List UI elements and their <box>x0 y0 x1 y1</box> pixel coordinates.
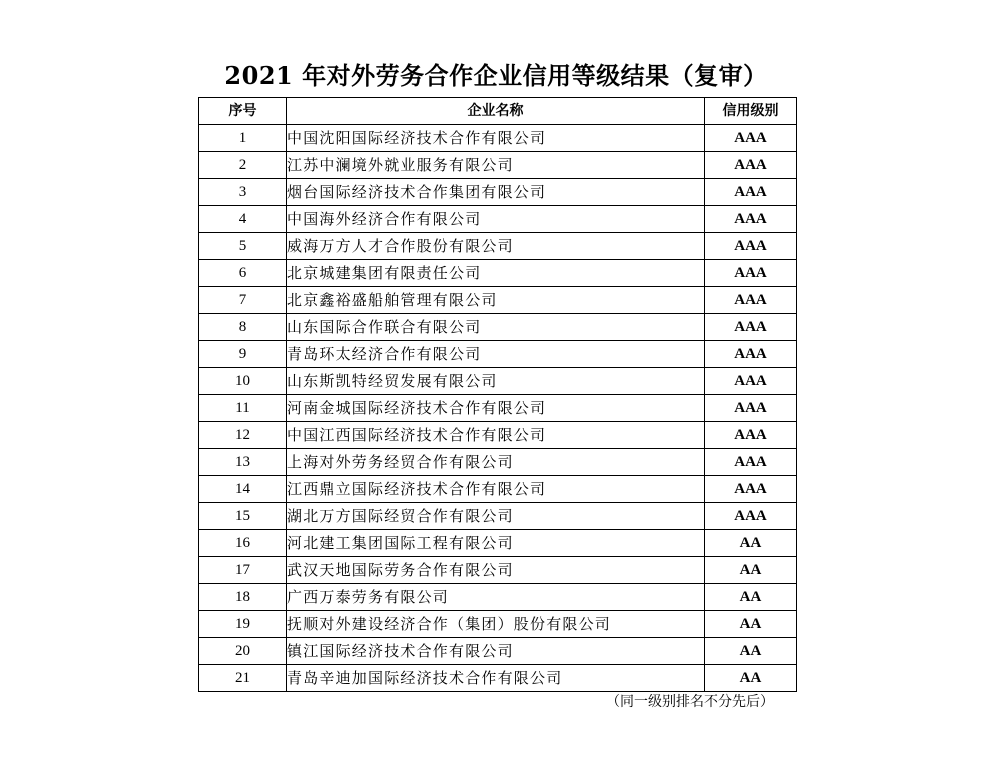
row-index: 3 <box>199 179 287 206</box>
credit-level: AA <box>705 584 797 611</box>
footnote: （同一级别排名不分先后） <box>606 694 774 710</box>
table-row <box>199 557 797 584</box>
company-name: 河南金城国际经济技术合作有限公司 <box>287 395 705 422</box>
table-row <box>199 341 797 368</box>
row-index: 1 <box>199 125 287 152</box>
table-row <box>199 422 797 449</box>
table-row <box>199 611 797 638</box>
header-credit-level: 信用级别 <box>705 98 797 125</box>
company-name: 江苏中澜境外就业服务有限公司 <box>287 152 705 179</box>
credit-level: AAA <box>705 368 797 395</box>
credit-level: AAA <box>705 503 797 530</box>
table-row <box>199 179 797 206</box>
table-row <box>199 503 797 530</box>
row-index: 14 <box>199 476 287 503</box>
row-index: 19 <box>199 611 287 638</box>
table-row <box>199 368 797 395</box>
company-name: 青岛环太经济合作有限公司 <box>287 341 705 368</box>
credit-level: AAA <box>705 152 797 179</box>
company-name: 中国海外经济合作有限公司 <box>287 206 705 233</box>
company-name: 中国江西国际经济技术合作有限公司 <box>287 422 705 449</box>
table-row <box>199 665 797 692</box>
company-name: 北京城建集团有限责任公司 <box>287 260 705 287</box>
credit-level: AAA <box>705 449 797 476</box>
row-index: 15 <box>199 503 287 530</box>
company-name: 河北建工集团国际工程有限公司 <box>287 530 705 557</box>
row-index: 7 <box>199 287 287 314</box>
company-name: 广西万泰劳务有限公司 <box>287 584 705 611</box>
credit-level: AAA <box>705 314 797 341</box>
table-row <box>199 584 797 611</box>
row-index: 12 <box>199 422 287 449</box>
company-name: 山东国际合作联合有限公司 <box>287 314 705 341</box>
row-index: 4 <box>199 206 287 233</box>
company-name: 上海对外劳务经贸合作有限公司 <box>287 449 705 476</box>
credit-level: AAA <box>705 422 797 449</box>
table-row <box>199 206 797 233</box>
row-index: 18 <box>199 584 287 611</box>
company-name: 青岛辛迪加国际经济技术合作有限公司 <box>287 665 705 692</box>
table-row <box>199 638 797 665</box>
row-index: 21 <box>199 665 287 692</box>
credit-level: AAA <box>705 260 797 287</box>
row-index: 6 <box>199 260 287 287</box>
row-index: 10 <box>199 368 287 395</box>
company-name: 镇江国际经济技术合作有限公司 <box>287 638 705 665</box>
row-index: 20 <box>199 638 287 665</box>
credit-level: AAA <box>705 125 797 152</box>
table-body <box>199 125 797 692</box>
company-name: 山东斯凯特经贸发展有限公司 <box>287 368 705 395</box>
company-name: 武汉天地国际劳务合作有限公司 <box>287 557 705 584</box>
company-name: 抚顺对外建设经济合作（集团）股份有限公司 <box>287 611 705 638</box>
company-name: 北京鑫裕盛船舶管理有限公司 <box>287 287 705 314</box>
company-name: 烟台国际经济技术合作集团有限公司 <box>287 179 705 206</box>
credit-level: AAA <box>705 233 797 260</box>
company-name: 湖北万方国际经贸合作有限公司 <box>287 503 705 530</box>
credit-level: AA <box>705 611 797 638</box>
document-title: 2021 年对外劳务合作企业信用等级结果（复审） <box>224 61 768 90</box>
credit-level: AAA <box>705 287 797 314</box>
row-index: 17 <box>199 557 287 584</box>
credit-level: AAA <box>705 476 797 503</box>
row-index: 5 <box>199 233 287 260</box>
header-index: 序号 <box>199 98 287 125</box>
credit-level: AAA <box>705 179 797 206</box>
table-row <box>199 449 797 476</box>
company-name: 江西鼎立国际经济技术合作有限公司 <box>287 476 705 503</box>
credit-level: AA <box>705 557 797 584</box>
row-index: 9 <box>199 341 287 368</box>
credit-level: AA <box>705 638 797 665</box>
credit-level: AAA <box>705 341 797 368</box>
table-row <box>199 530 797 557</box>
row-index: 8 <box>199 314 287 341</box>
row-index: 13 <box>199 449 287 476</box>
credit-level: AAA <box>705 395 797 422</box>
table-row <box>199 125 797 152</box>
row-index: 16 <box>199 530 287 557</box>
table-header-row <box>199 98 797 125</box>
table-row <box>199 287 797 314</box>
table-row <box>199 314 797 341</box>
header-company-name: 企业名称 <box>287 98 705 125</box>
company-name: 威海万方人才合作股份有限公司 <box>287 233 705 260</box>
table-row <box>199 395 797 422</box>
table-row <box>199 260 797 287</box>
row-index: 2 <box>199 152 287 179</box>
company-name: 中国沈阳国际经济技术合作有限公司 <box>287 125 705 152</box>
credit-rating-table <box>198 97 797 692</box>
table-row <box>199 476 797 503</box>
credit-level: AA <box>705 665 797 692</box>
table-row <box>199 233 797 260</box>
table-row <box>199 152 797 179</box>
credit-level: AA <box>705 530 797 557</box>
row-index: 11 <box>199 395 287 422</box>
credit-level: AAA <box>705 206 797 233</box>
